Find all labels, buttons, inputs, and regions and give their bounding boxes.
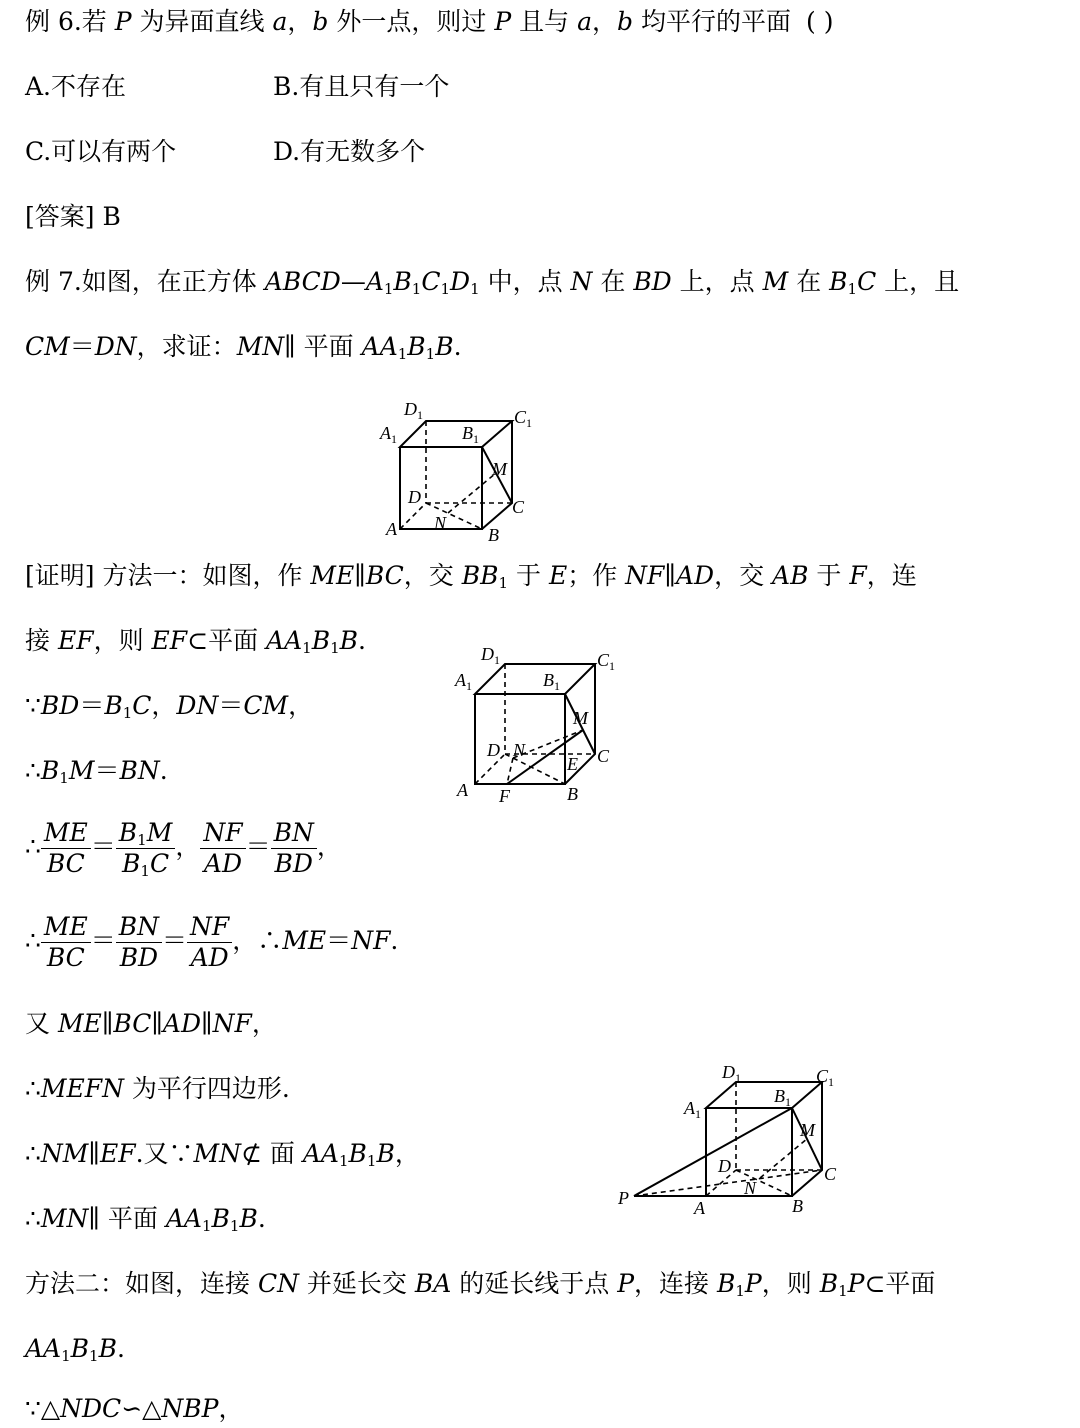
label-n: N: [434, 513, 447, 533]
label-a: A: [386, 519, 397, 539]
label-b1: $B_1$: [543, 670, 560, 693]
proof-fractions-1: ∴ $\frac{ME}{BC}$ ＝ $\frac{B_1M}{B_1C}$ ， $\frac{NF}{AD}$ ＝ $\frac{BN}{BD}$ ，: [25, 818, 342, 880]
answer: [答案] B: [25, 202, 121, 231]
label-d: D: [718, 1156, 731, 1176]
fraction: $\frac{BN}{BD}$: [116, 912, 162, 973]
ex7-line1: 例 7.如图，在正方体 $ABCD—A_1B_1C_1D_1$ 中，点 N 在 BD 上，点 M 在 $B_1C$ 上，且: [25, 267, 960, 298]
label-c: C: [824, 1164, 837, 1184]
label-b: B: [488, 525, 499, 545]
segment-mn: [448, 473, 496, 513]
proof-fractions-2: ∴ $\frac{ME}{BC}$ ＝ $\frac{BN}{BD}$ ＝ $\frac{NF}{AD}$ ，∴ME＝NF.: [25, 912, 399, 972]
cube-figure-1: [370, 395, 550, 545]
label-c: C: [512, 497, 525, 517]
label-n: N: [744, 1178, 757, 1198]
fraction: $\frac{BN}{BD}$: [271, 818, 317, 879]
var: a: [272, 7, 288, 36]
top-face: [475, 664, 595, 694]
fraction: $\frac{B_1M}{B_1C}$: [116, 818, 176, 879]
fraction: $\frac{ME}{BC}$: [41, 818, 91, 879]
fraction: $\frac{NF}{AD}$: [200, 818, 245, 879]
label-d1: $D_1$: [722, 1062, 741, 1085]
label-a1: $A_1$: [684, 1098, 701, 1121]
proof-line9: ∴NM∥EF.又∵MN⊄ 面 $AA_1B_1B$，: [25, 1139, 420, 1170]
label-c: C: [597, 746, 610, 766]
text: ，: [287, 7, 313, 36]
label-b1: $B_1$: [774, 1086, 791, 1109]
proof-line4: $\therefore B_1M=BN$.: [25, 756, 168, 787]
cube-figure-3: [612, 1058, 852, 1218]
option-d: D.有无数多个: [273, 137, 426, 166]
top-face: [400, 421, 512, 447]
label-a: A: [694, 1198, 705, 1218]
segment-nm: [760, 1138, 808, 1178]
proof-line3: $\because BD=B_1C$，DN＝CM，: [25, 691, 314, 722]
var: P: [494, 7, 512, 36]
cube-figure-2: [455, 640, 635, 810]
label-d1: $D_1$: [404, 399, 423, 422]
proof-line10: ∴MN∥ 平面 $AA_1B_1B$.: [25, 1204, 266, 1235]
var: b: [616, 7, 633, 36]
var: P: [114, 7, 132, 36]
fraction: $\frac{ME}{BC}$: [41, 912, 91, 973]
label-n: N: [513, 740, 526, 760]
label-b: B: [792, 1196, 803, 1216]
option-c: C.可以有两个: [25, 137, 177, 166]
ex6-question: [25, 6, 791, 38]
label-a: A: [457, 780, 468, 800]
var: a: [577, 7, 592, 36]
label-a1: $A_1$: [455, 670, 472, 693]
label-c1: $C_1$: [816, 1066, 835, 1089]
label-c1: $C_1$: [597, 650, 616, 673]
segment-pb1: [634, 1108, 792, 1196]
ex7-line2: CM＝DN，求证：MN∥ 平面 $AA_1B_1B$.: [25, 332, 462, 363]
option-b: B.有且只有一个: [273, 72, 450, 101]
text: 为异面直线: [131, 7, 273, 36]
fraction: $\frac{NF}{AD}$: [187, 912, 232, 973]
label-p: P: [618, 1188, 629, 1208]
label-a1: $A_1$: [380, 423, 397, 446]
text: 均平行的平面: [633, 7, 791, 36]
text: ，: [591, 7, 617, 36]
label-m: M: [573, 708, 588, 728]
label-f: F: [499, 786, 510, 806]
var: b: [312, 7, 329, 36]
proof-line8: ∴MEFN 为平行四边形.: [25, 1074, 290, 1103]
text: 例 6.若: [25, 7, 115, 36]
answer-bracket: ( ): [806, 7, 834, 36]
label-c1: $C_1$: [514, 407, 533, 430]
proof-line2: 接 EF，则 EF⊂平面 $AA_1B_1B$.: [25, 626, 366, 657]
label-b1: $B_1$: [462, 423, 479, 446]
label-b: B: [567, 784, 578, 804]
option-a: A.不存在: [25, 72, 127, 101]
proof-line1: [证明] 方法一：如图，作 ME∥BC，交 $BB_1$ 于 E；作 NF∥AD，交 AB 于 F，连: [25, 561, 917, 592]
label-e: E: [567, 754, 578, 774]
label-d: D: [408, 487, 421, 507]
label-m: M: [800, 1120, 815, 1140]
proof-line7: 又 ME∥BC∥AD∥NF，: [25, 1009, 277, 1038]
top-face: [706, 1082, 822, 1108]
proof-line12: $AA_1B_1B$.: [25, 1334, 125, 1365]
proof-line11: 方法二：如图，连接 CN 并延长交 BA 的延长线于点 P，连接 $B_1P$，则 $B_1P\subset$平面: [25, 1269, 936, 1300]
label-m: M: [492, 459, 507, 479]
label-d: D: [487, 740, 500, 760]
text: 外一点，则过: [328, 7, 495, 36]
proof-line13: ∵△NDC∽△NBP，: [25, 1394, 244, 1423]
label-d1: $D_1$: [481, 644, 500, 667]
text: 且与: [511, 7, 578, 36]
